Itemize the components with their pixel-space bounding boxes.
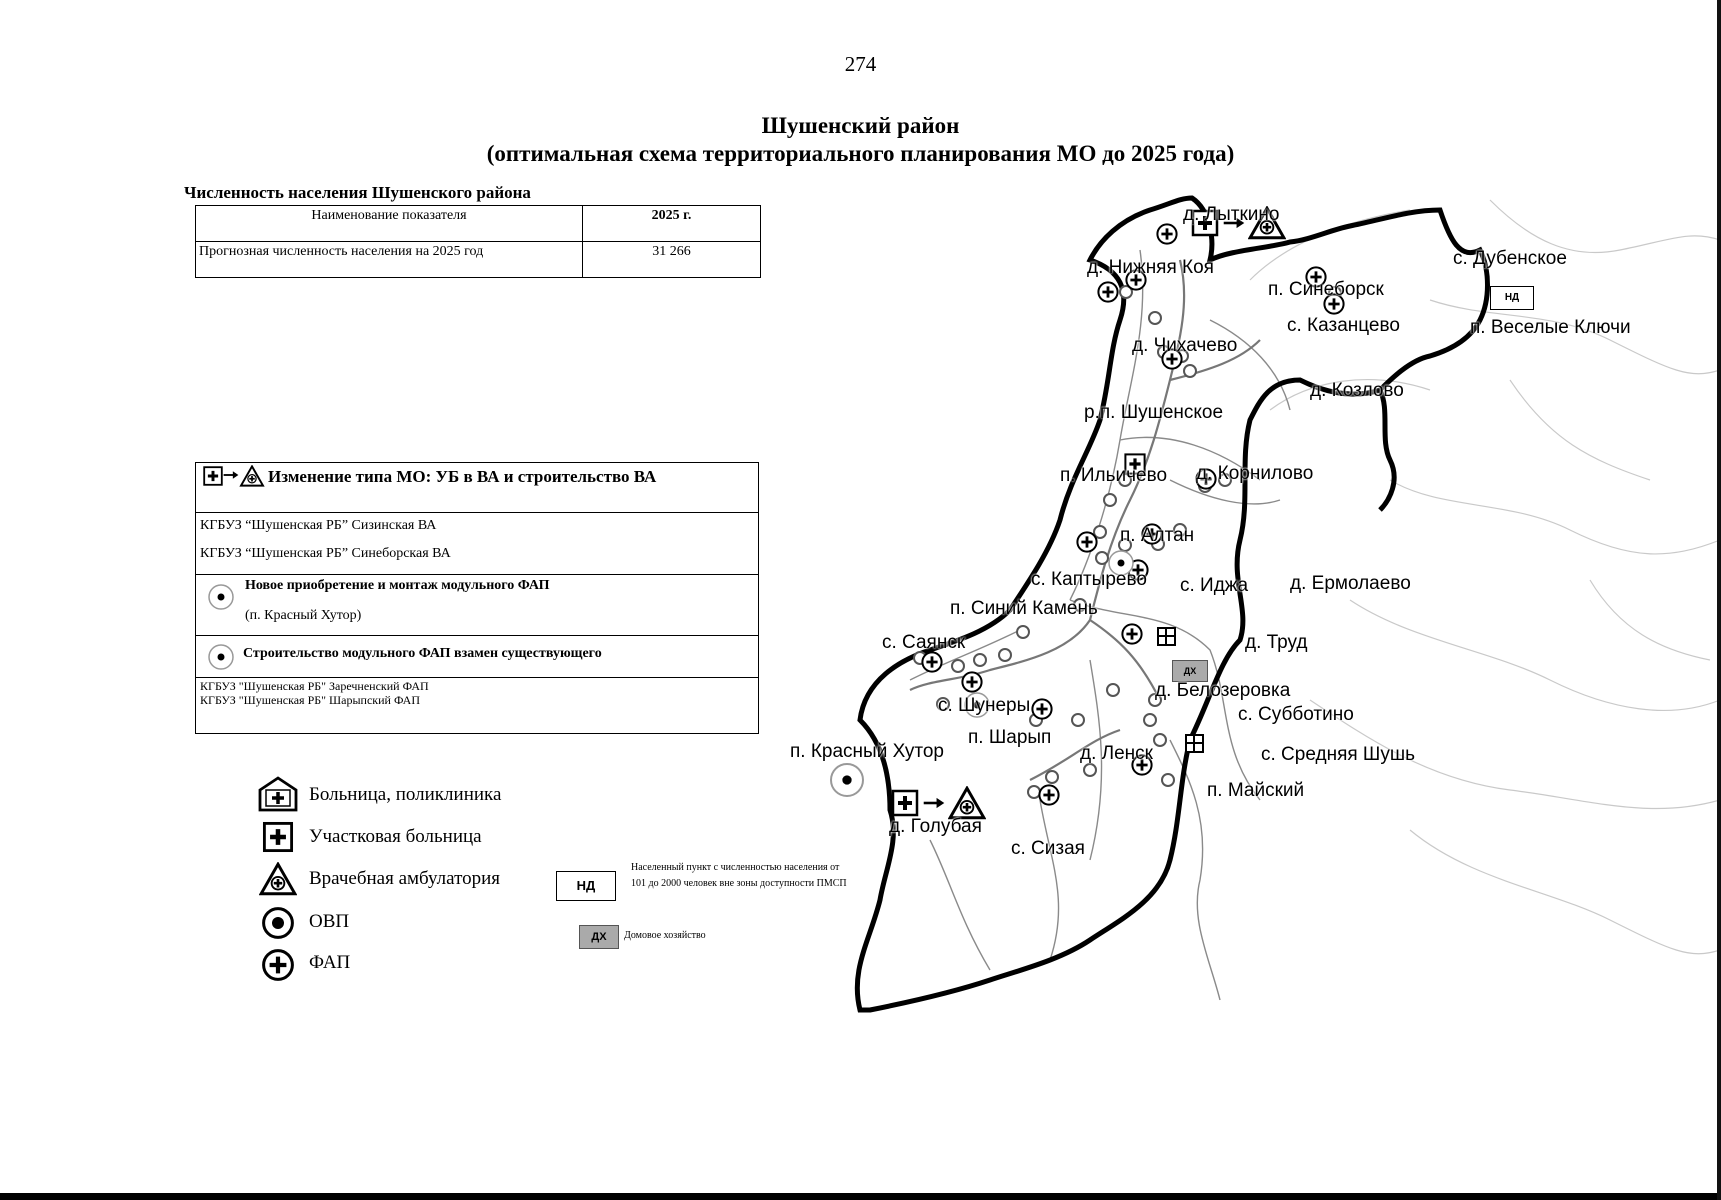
rivers [910,250,1290,1000]
legend [255,776,585,986]
dx-description: Домовое хозяйство [624,930,706,941]
district-hospital-icon [261,820,295,854]
table-header-row [196,206,761,242]
replace-fap-title: Строительство модульного ФАП взамен существующего [243,646,602,661]
place-label: д. Козлово [1310,380,1404,401]
place-label: п. Красный Хутор [790,741,944,762]
district-hospital-icon [202,465,224,487]
mo-change-heading-row [196,463,758,513]
new-fap-section [196,574,758,636]
ovp-icon [260,905,296,941]
page-number: 274 [844,52,877,76]
place-label: д. Корнилово [1196,463,1314,484]
map-sizaya-upgrade [893,788,984,818]
legend-label-district-hospital: Участковая больница [309,826,482,847]
legend-label-hospital: Больница, поликлиника [309,784,502,805]
place-label: п. Синий Камень [950,598,1098,619]
table-cell-indicator: Прогнозная численность населения на 2025 год [196,242,583,278]
place-label: с. Дубенское [1453,248,1567,269]
place-label: с. Шунеры [938,695,1031,716]
place-label: с. Казанцево [1287,315,1400,336]
nd-description: Населенный пункт с численностью населения от 101 до 2000 человек вне зоны доступности ПМСП [631,862,847,889]
replace-fap-items [200,679,429,707]
place-label: д. Труд [1245,632,1308,653]
population-table [195,205,761,278]
list-item: КГБУЗ "Шушенская РБ" Шарыпский ФАП [200,693,421,707]
place-label: с. Сизая [1011,838,1085,859]
map-dx-badge: ДХ [1172,660,1208,682]
place-label: с. Каптырево [1031,569,1147,590]
nd-badge: НД [556,871,616,901]
medical-outpatient-icon [259,862,297,896]
list-item: КГБУЗ “Шушенская РБ” Сизинская ВА [200,518,437,533]
dx-badge: ДХ [579,925,619,949]
table-header-indicator: Наименование показателя [196,206,583,242]
mo-change-heading: Изменение типа МО: УБ в ВА и строительство ВА [268,467,657,486]
place-label: д. Нижняя Коя [1087,257,1214,278]
legend-label-ovp: ОВП [309,911,350,932]
page-bottom-edge [0,1193,1721,1200]
mo-change-box [195,462,759,734]
district-map [790,180,1720,1030]
place-label: п. Синеборск [1268,279,1384,300]
ovp-icon [206,642,236,672]
mo-change-items [196,512,758,575]
new-fap-title: Новое приобретение и монтаж модульного ФАП [245,578,550,593]
table-row [196,242,761,278]
place-label: п. Майский [1207,780,1305,801]
new-fap-place: (п. Красный Хутор) [245,608,362,623]
place-label: д. Чихачево [1132,335,1238,356]
place-label: р.п. Шушенское [1084,402,1224,423]
place-label: с. Иджа [1180,575,1249,596]
place-label: п. Веселые Ключи [1470,317,1631,338]
replace-fap-section [196,635,758,678]
map-nd-badge: НД [1490,286,1534,310]
place-label: п. Алтан [1120,525,1195,546]
population-table-caption: Численность населения Шушенского района [184,183,531,202]
place-label: д. Голубая [889,816,982,837]
place-label: с. Средняя Шушь [1261,744,1415,765]
place-label: с. Саянск [882,632,966,653]
title-line-1: Шушенский район [761,113,960,138]
legend-label-outpatient: Врачебная амбулатория [309,868,501,889]
table-cell-value: 31 266 [583,242,761,278]
ovp-icon [206,582,236,612]
page-right-edge [1717,0,1721,1200]
place-label: д. Лыткино [1183,204,1280,225]
list-item: КГБУЗ “Шушенская РБ” Синеборская ВА [200,546,451,561]
legend-label-fap: ФАП [309,952,351,973]
list-item: КГБУЗ "Шушенская РБ" Заречненский ФАП [200,679,429,693]
place-label: д. Ленск [1080,743,1153,764]
map-graphics [790,180,1720,1030]
place-label: п. Шарып [968,727,1052,748]
place-label: д. Ермолаево [1290,573,1411,594]
title-line-2: (оптимальная схема территориального планирования МО до 2025 года) [486,141,1235,166]
place-label: п. Ильичево [1060,465,1168,486]
place-label: с. Субботино [1238,704,1354,725]
table-header-year: 2025 г. [583,206,761,242]
medical-outpatient-icon [239,465,265,487]
fap-icon [260,947,296,983]
page-title [0,112,1721,168]
arrow-icon [223,470,239,480]
place-label: д. Белозеровка [1155,680,1291,701]
hospital-icon [258,776,298,812]
